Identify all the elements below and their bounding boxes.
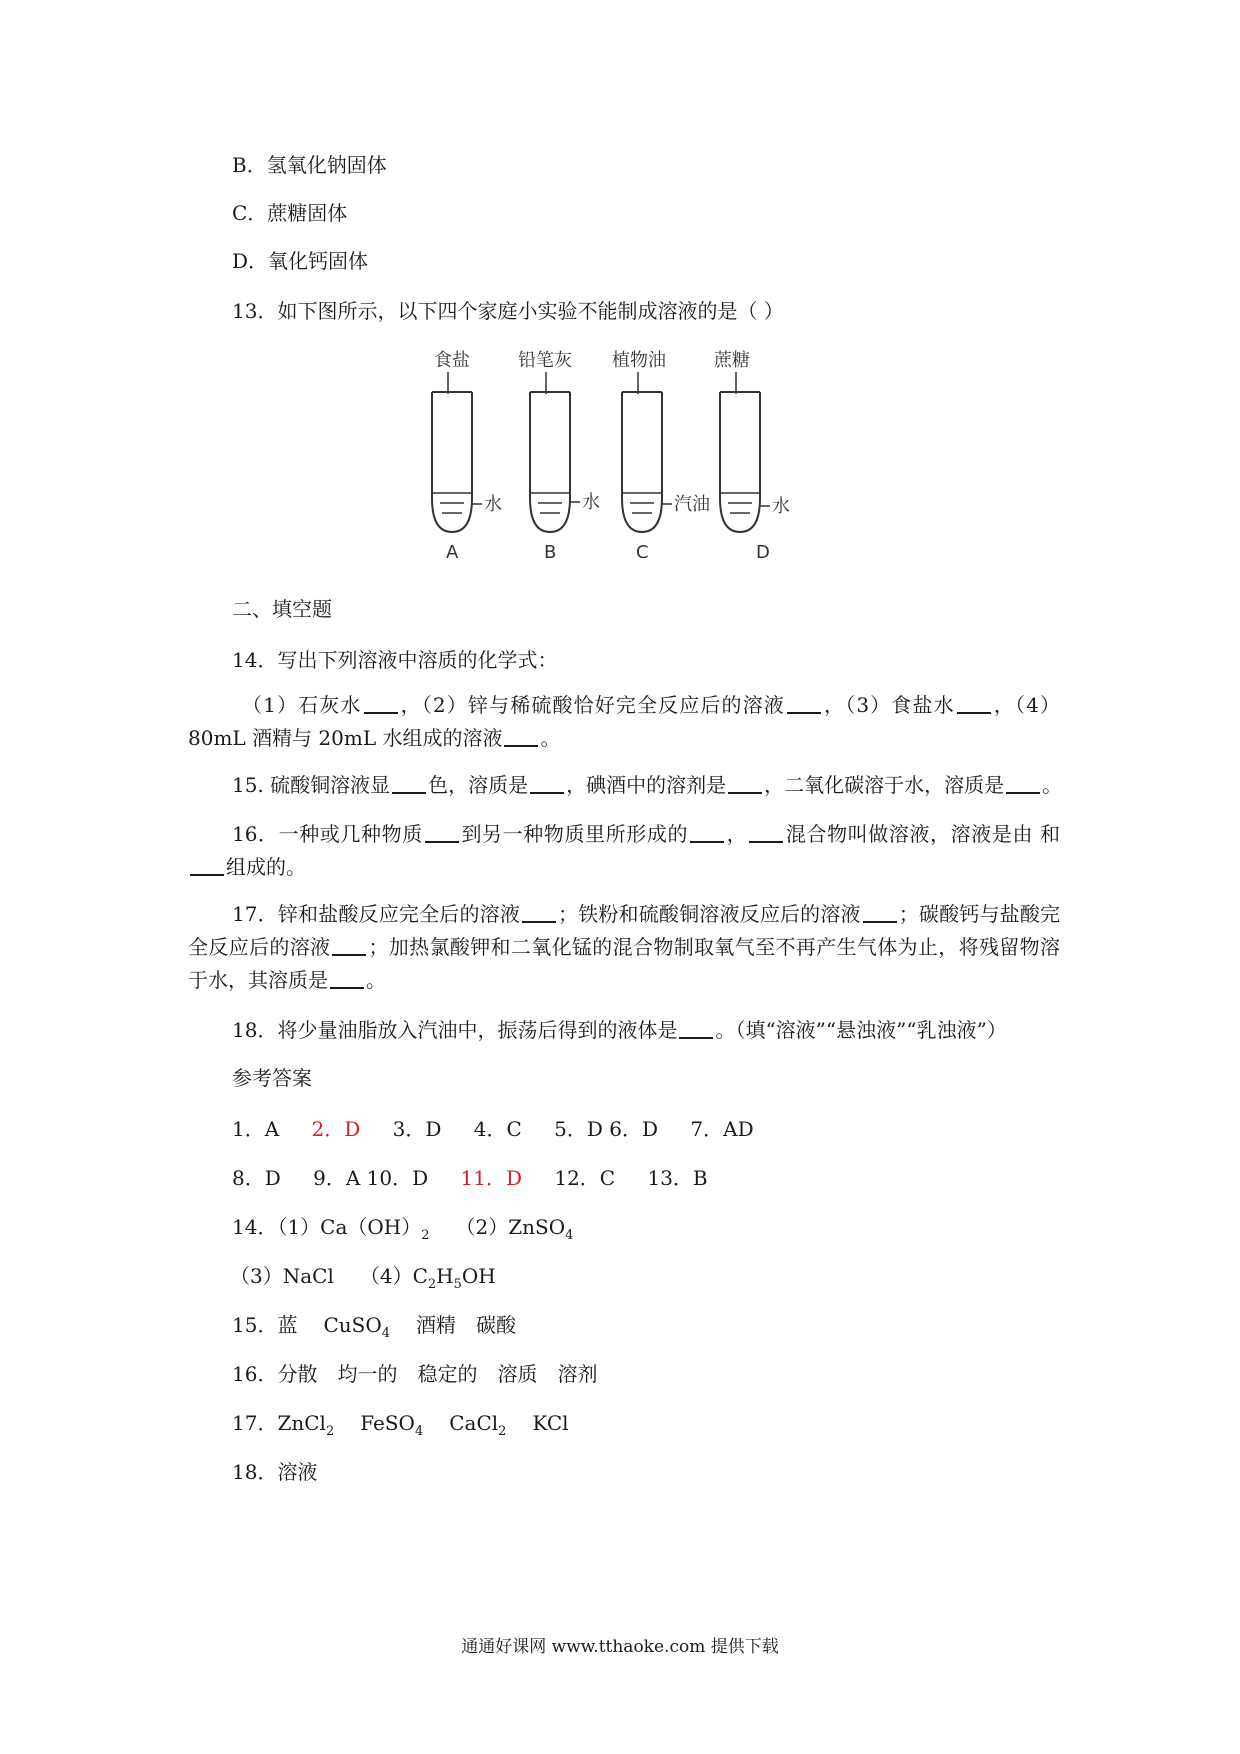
- a15-rest: 酒精 碳酸: [416, 1313, 517, 1337]
- a14-part3: （3）NaCl: [230, 1264, 334, 1288]
- tube-d-solvent: 水: [772, 496, 790, 517]
- answer-9-10: 9．A 10．D: [313, 1166, 429, 1190]
- answer-4: 4．C: [473, 1117, 522, 1141]
- answer-14b: [230, 1261, 496, 1300]
- answer-2: 2．D: [311, 1117, 361, 1141]
- answer-blank[interactable]: [504, 725, 538, 747]
- answer-blank[interactable]: [957, 692, 991, 714]
- option-b: B．氢氧化钠固体: [232, 153, 387, 177]
- q16-part5: 和: [1040, 822, 1061, 846]
- q18-part2: 。（填“溶液”“悬浊液”“乳浊液”）: [715, 1018, 1007, 1042]
- answer-18: 18．溶液: [232, 1460, 318, 1484]
- answer-blank[interactable]: [728, 772, 762, 794]
- q14-part1: （1）石灰水: [242, 693, 362, 717]
- answer-12: 12．C: [554, 1166, 616, 1190]
- a14-part1: 14．（1）Ca（OH）: [232, 1215, 422, 1239]
- tube-a-solvent: 水: [484, 494, 502, 515]
- tube-a-letter: A: [446, 542, 459, 558]
- option-d: D．氧化钙固体: [232, 249, 369, 273]
- question-17: [188, 898, 1060, 997]
- answer-1: 1．A: [232, 1117, 280, 1141]
- tube-d-substance: 蔗糖: [714, 350, 750, 371]
- question-14-stem: 14．写出下列溶液中溶质的化学式：: [232, 648, 558, 672]
- q16-part4: 混合物叫做溶液，溶液是由: [785, 822, 1034, 846]
- answer-blank[interactable]: [522, 901, 556, 923]
- subscript: 2: [421, 1228, 430, 1243]
- tube-b-letter: B: [544, 542, 557, 558]
- tube-d-letter: D: [756, 542, 770, 558]
- test-tubes-figure: [420, 348, 820, 558]
- answer-blank[interactable]: [425, 821, 459, 843]
- question-18: [232, 1015, 1007, 1045]
- answer-3: 3．D: [392, 1117, 442, 1141]
- a15-part1: 15．蓝: [232, 1313, 298, 1337]
- q18-part1: 18．将少量油脂放入汽油中，振荡后得到的液体是: [232, 1018, 678, 1042]
- q16-part3: ，: [726, 822, 748, 846]
- answers-row-1: [232, 1114, 754, 1144]
- tube-c-substance: 植物油: [612, 350, 666, 371]
- q15-part4: ，二氧化碳溶于水，溶质是: [764, 773, 1005, 797]
- subscript: 2: [325, 1424, 335, 1439]
- q16-part6: 组成的。: [226, 855, 306, 879]
- a14-h: H: [436, 1264, 454, 1288]
- tube-c-solvent: 汽油: [674, 494, 710, 515]
- tube-c: [612, 350, 710, 558]
- answer-7: 7．AD: [690, 1117, 754, 1141]
- answer-blank[interactable]: [863, 901, 897, 923]
- question-16: [188, 818, 1060, 884]
- option-c: C．蔗糖固体: [232, 201, 348, 225]
- subscript: 5: [453, 1277, 462, 1292]
- answer-blank[interactable]: [392, 772, 426, 794]
- q15-part1: 15. 硫酸铜溶液显: [232, 773, 391, 797]
- q17-part5: 。: [366, 968, 386, 992]
- answer-blank[interactable]: [679, 1017, 713, 1039]
- page-footer: 通通好课网 www.tthaoke.com 提供下载: [461, 1637, 779, 1657]
- a15-cuso: CuSO: [323, 1313, 382, 1337]
- answers-title: 参考答案: [232, 1066, 312, 1090]
- tube-a-substance: 食盐: [434, 350, 470, 371]
- answer-blank[interactable]: [330, 967, 364, 989]
- question-13: 13．如下图所示，以下四个家庭小实验不能制成溶液的是（ ）: [232, 299, 784, 323]
- q14-part3: ，（3）食盐水: [822, 693, 955, 717]
- answer-14a: [232, 1212, 573, 1251]
- subscript: 4: [565, 1228, 574, 1243]
- answer-5-6: 5．D 6．D: [554, 1117, 659, 1141]
- answer-blank[interactable]: [749, 821, 783, 843]
- answers-row-2: [232, 1163, 708, 1193]
- q16-part2: 到另一种物质里所形成的: [460, 822, 689, 846]
- q14-part4: ，（4）80mL: [188, 693, 1060, 750]
- a14-part4: （4）C: [359, 1264, 428, 1288]
- tube-b-solvent: 水: [582, 492, 600, 513]
- a17-feso: FeSO: [360, 1411, 415, 1435]
- answer-blank[interactable]: [787, 692, 821, 714]
- q16-part1: 16．一种或几种物质: [232, 822, 423, 846]
- q15-part3: ，碘酒中的溶剂是: [566, 773, 727, 797]
- a17-zncl: 17．ZnCl: [232, 1411, 326, 1435]
- answer-15: [232, 1310, 516, 1349]
- tube-b-substance: 铅笔灰: [518, 350, 572, 371]
- answer-blank[interactable]: [530, 772, 564, 794]
- answer-blank[interactable]: [190, 854, 224, 876]
- tube-b: [518, 350, 600, 558]
- q17-part2: ；铁粉和硫酸铜溶液反应后的溶液: [558, 902, 861, 926]
- a17-cacl: CaCl: [449, 1411, 499, 1435]
- a14-oh: OH: [461, 1264, 496, 1288]
- q14-part6: 。: [540, 726, 561, 750]
- answer-blank[interactable]: [332, 934, 366, 956]
- subscript: 4: [381, 1326, 391, 1341]
- question-14-body: [188, 689, 1060, 755]
- answer-17: [232, 1408, 569, 1447]
- answer-13: 13．B: [647, 1166, 708, 1190]
- q14-part5: 酒精与 20mL 水组成的溶液: [252, 726, 503, 750]
- answer-8: 8．D: [232, 1166, 281, 1190]
- a17-kcl: KCl: [532, 1411, 569, 1435]
- subscript: 2: [427, 1277, 437, 1292]
- answer-blank[interactable]: [1006, 772, 1040, 794]
- q15-part2: 色，溶质是: [428, 773, 529, 797]
- tube-d: [714, 350, 790, 558]
- q17-part3: ；碳酸钙与盐酸完全反应后的溶液: [188, 902, 1061, 959]
- q17-part1: 17．锌和盐酸反应完全后的溶液: [232, 902, 520, 926]
- a14-part2: （2）ZnSO: [455, 1215, 566, 1239]
- q15-part5: 。: [1042, 773, 1063, 797]
- answer-blank[interactable]: [364, 692, 398, 714]
- q17-part4: ；加热氯酸钾和二氧化锰的混合物制取氧气至不再产生气体为止，将残留物溶于水，其溶质是: [188, 935, 1061, 992]
- subscript: 2: [498, 1424, 507, 1439]
- question-15: [232, 770, 1062, 800]
- q14-part2: ，（2）锌与稀硫酸恰好完全反应后的溶液: [399, 693, 785, 717]
- answer-blank[interactable]: [690, 821, 724, 843]
- tube-a: [432, 350, 502, 558]
- subscript: 4: [414, 1424, 424, 1439]
- answer-11: 11．D: [460, 1166, 522, 1190]
- tube-c-letter: C: [636, 542, 649, 558]
- answer-16: 16．分散 均一的 稳定的 溶质 溶剂: [232, 1362, 598, 1386]
- section-heading: 二、填空题: [232, 597, 332, 621]
